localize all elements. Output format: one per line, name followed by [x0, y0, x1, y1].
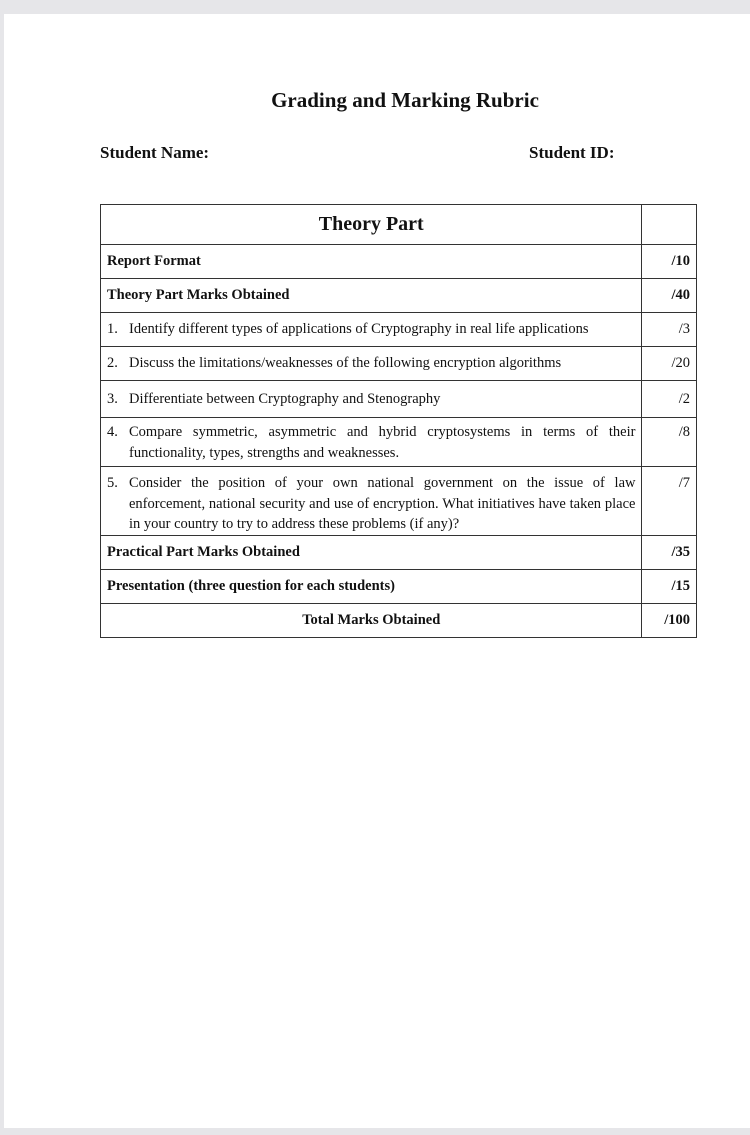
question-text: Discuss the limitations/weaknesses of the following encryption algorithms: [129, 355, 562, 372]
table-row: [101, 418, 697, 467]
student-id-label: Student ID:: [529, 143, 615, 162]
question-cell: [101, 467, 642, 536]
presentation-label: Presentation (three question for each students): [101, 569, 642, 603]
table-row: [101, 535, 697, 569]
report-format-label: Report Format: [101, 245, 642, 279]
report-format-marks: /10: [642, 245, 697, 279]
question-cell: [101, 381, 642, 418]
table-row: [101, 569, 697, 603]
header-mark-cell: [642, 205, 697, 245]
rubric-table: [100, 204, 697, 638]
question-number: 3.: [107, 390, 118, 407]
question-text: Identify different types of applications of Cryptography in real life applications: [129, 321, 589, 338]
question-marks: /2: [642, 381, 697, 418]
total-label: Total Marks Obtained: [101, 603, 642, 637]
theory-total-label: Theory Part Marks Obtained: [101, 279, 642, 313]
presentation-marks: /15: [642, 569, 697, 603]
student-name-label: Student Name:: [100, 143, 210, 162]
table-row: [101, 245, 697, 279]
question-text: Differentiate between Cryptography and Stenography: [129, 390, 441, 407]
table-row: [101, 279, 697, 313]
question-text: Compare symmetric, asymmetric and hybrid cryptosystems in terms of their functionality, types, strengths and weaknesses.: [129, 424, 636, 461]
question-marks: /8: [642, 418, 697, 467]
practical-marks: /35: [642, 535, 697, 569]
practical-label: Practical Part Marks Obtained: [101, 535, 642, 569]
document-page: [4, 14, 750, 1128]
title-container: [4, 88, 750, 113]
theory-part-heading: Theory Part: [101, 205, 642, 245]
question-cell: [101, 347, 642, 381]
table-row: [101, 347, 697, 381]
page-title: Grading and Marking Rubric: [271, 88, 539, 112]
total-marks: /100: [642, 603, 697, 637]
theory-total-marks: /40: [642, 279, 697, 313]
question-number: 1.: [107, 321, 118, 338]
table-row: [101, 467, 697, 536]
total-row: [101, 603, 697, 637]
question-number: 5.: [107, 475, 118, 491]
table-row: [101, 313, 697, 347]
question-number: 4.: [107, 424, 118, 440]
question-cell: [101, 313, 642, 347]
question-marks: /3: [642, 313, 697, 347]
table-row: [101, 381, 697, 418]
question-number: 2.: [107, 355, 118, 372]
question-text: Consider the position of your own national government on the issue of law enforcement, national security and use of encryption. What initiatives have taken place in your country to try to address these problems (if any)?: [129, 475, 636, 533]
question-marks: /7: [642, 467, 697, 536]
question-marks: /20: [642, 347, 697, 381]
question-cell: [101, 418, 642, 467]
table-header-row: [101, 205, 697, 245]
